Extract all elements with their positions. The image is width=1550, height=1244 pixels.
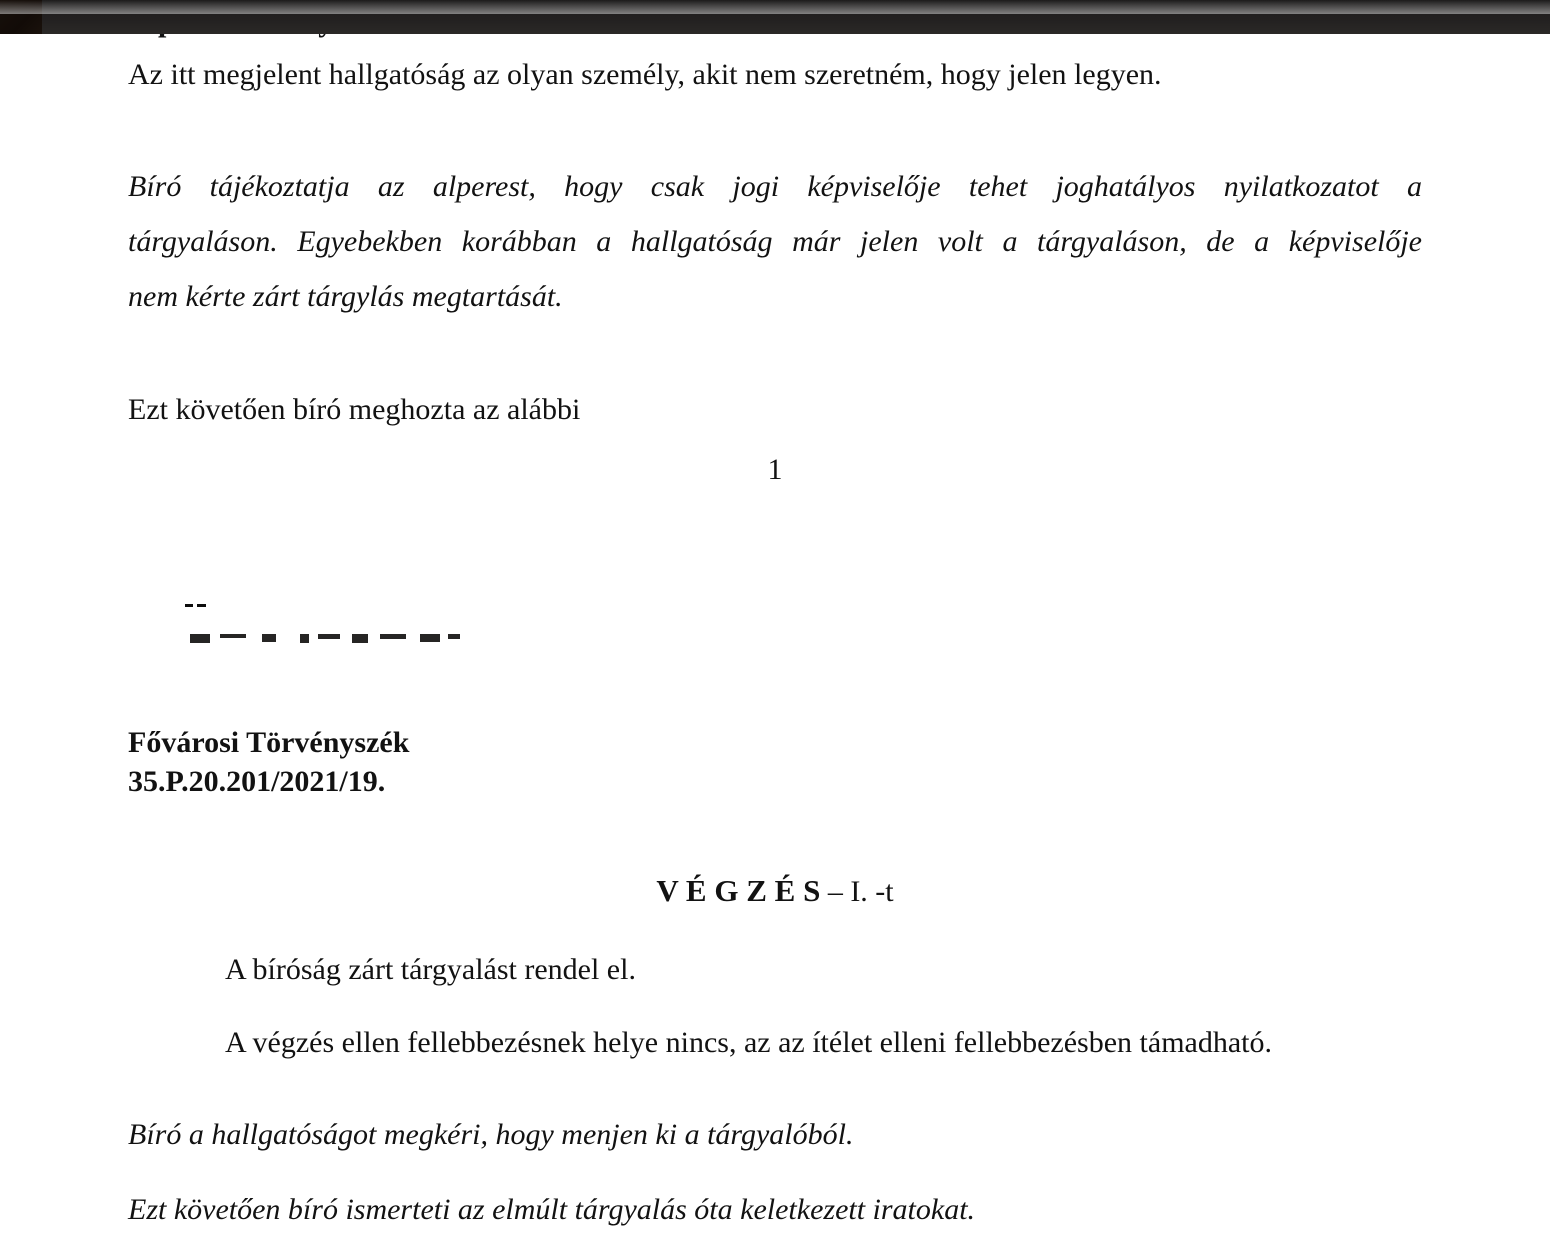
viewport-bottom-fade — [0, 0, 1550, 14]
order-title-line — [0, 873, 1550, 910]
statement-line: Az itt megjelent hallgatóság az olyan személy, akit nem szeretném, hogy jelen legyen. — [128, 58, 1162, 91]
page-number: 1 — [767, 453, 783, 486]
judge-note-line-3: nem kérte zárt tárgylás megtartását. — [128, 280, 563, 313]
case-number: 35.P.20.201/2021/19. — [128, 765, 386, 798]
order-title-suffix: – I. -t — [827, 875, 894, 908]
ruling-line-1: A bíróság zárt tárgyalást rendel el. — [225, 953, 636, 986]
band-dash-mark — [185, 604, 193, 607]
judge-note-line-2: tárgyaláson. Egyebekben korábban a hallgatóság már jelen volt a tárgyaláson, de a képviselője — [128, 225, 1422, 258]
court-name: Fővárosi Törvényszék — [128, 726, 410, 759]
judge-note-after-1: Bíró a hallgatóságot megkéri, hogy menjen ki a tárgyalóból. — [128, 1118, 854, 1151]
judge-note-line-1: Bíró tájékoztatja az alperest, hogy csak jogi képviselője tehet joghatályos nyilatkozatot a — [128, 170, 1422, 203]
band-dash-mark — [197, 604, 206, 607]
order-title: V É G Z É S — [656, 873, 821, 908]
ruling-line-2: A végzés ellen fellebbezésnek helye nincs, az az ítélet elleni fellebbezésben támadható. — [225, 1026, 1272, 1059]
closing-line: Ezt követően bíró meghozta az alábbi — [128, 393, 581, 426]
judge-note-after-2: Ezt követően bíró ismerteti az elmúlt tárgyalás óta keletkezett iratokat. — [128, 1193, 976, 1226]
